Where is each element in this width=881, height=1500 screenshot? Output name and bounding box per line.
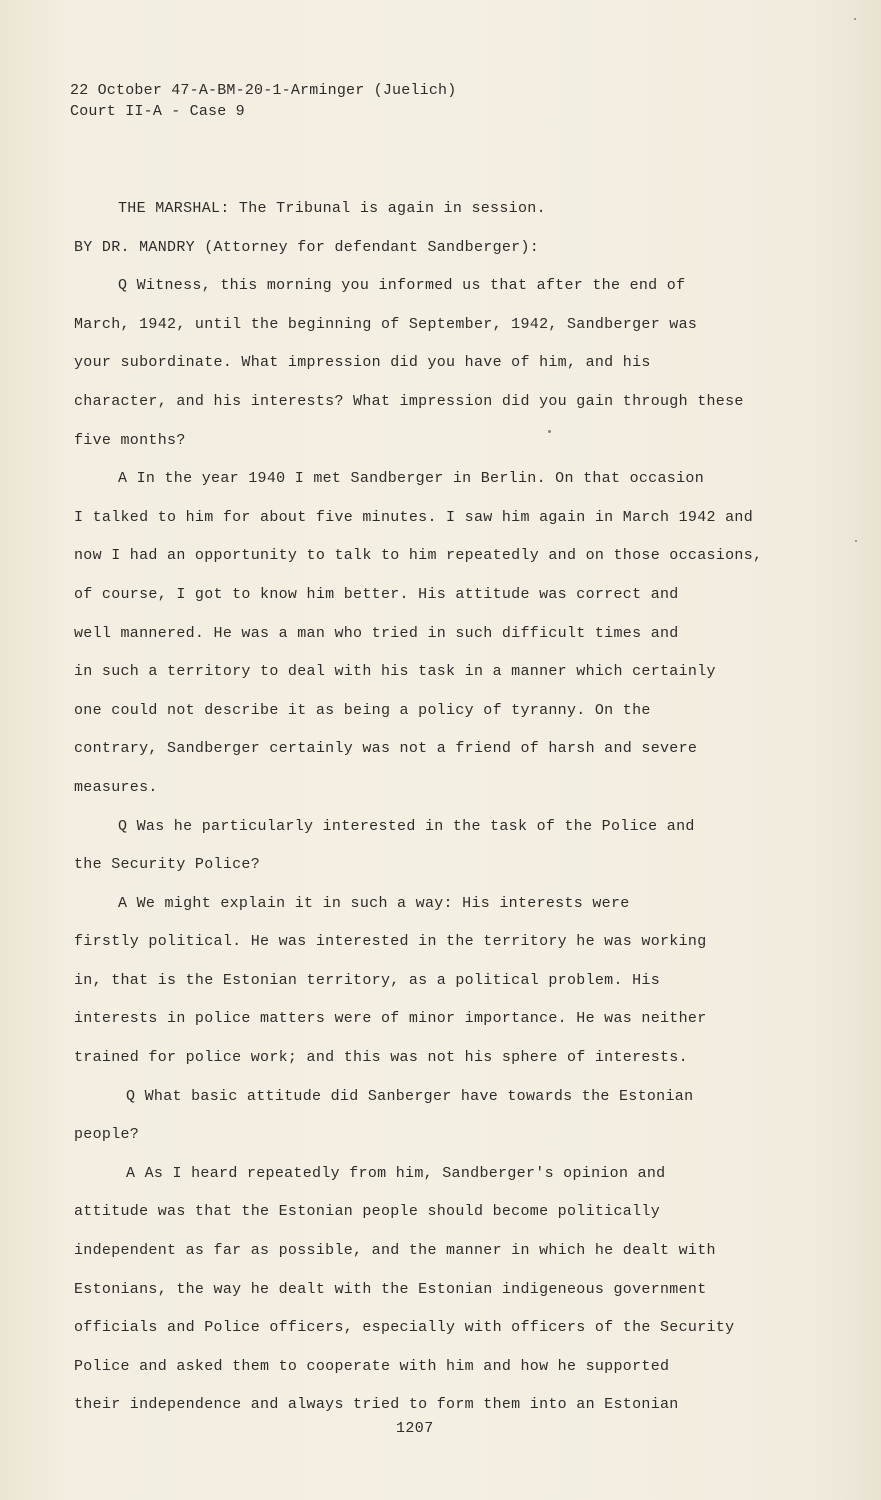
transcript-line: contrary, Sandberger certainly was not a friend of harsh and severe bbox=[74, 740, 698, 758]
transcript-line: I talked to him for about five minutes. I saw him again in March 1942 and bbox=[74, 508, 754, 526]
transcript-line: in such a territory to deal with his task in a manner which certainly bbox=[74, 663, 716, 681]
transcript-line: A In the year 1940 I met Sandberger in Berlin. On that occasion bbox=[118, 470, 704, 488]
page-number: 1207 bbox=[396, 1420, 434, 1437]
transcript-line: your subordinate. What impression did you have of him, and his bbox=[74, 354, 651, 372]
paper-speck bbox=[854, 18, 856, 20]
transcript-line: Q Witness, this morning you informed us that after the end of bbox=[118, 277, 686, 295]
document-header bbox=[70, 80, 456, 122]
transcript-line: March, 1942, until the beginning of September, 1942, Sandberger was bbox=[74, 315, 698, 333]
transcript-line: THE MARSHAL: The Tribunal is again in session. bbox=[118, 200, 546, 217]
transcript-line: people? bbox=[74, 1126, 140, 1144]
header-line-court-case: Court II-A - Case 9 bbox=[70, 103, 245, 120]
transcript-line: character, and his interests? What impression did you gain through these bbox=[74, 392, 744, 410]
header-line-date-reference: 22 October 47-A-BM-20-1-Arminger (Juelich) bbox=[70, 82, 457, 99]
transcript-line: officials and Police officers, especially with officers of the Security bbox=[74, 1319, 735, 1337]
transcript-line: their independence and always tried to form them into an Estonian bbox=[74, 1396, 679, 1414]
transcript-line: one could not describe it as being a policy of tyranny. On the bbox=[74, 701, 651, 719]
transcript-body bbox=[74, 190, 814, 1425]
transcript-line: Estonians, the way he dealt with the Estonian indigeneous government bbox=[74, 1280, 707, 1298]
transcript-line: in, that is the Estonian territory, as a political problem. His bbox=[74, 971, 660, 989]
transcript-line: independent as far as possible, and the manner in which he dealt with bbox=[74, 1242, 716, 1260]
transcript-line: A As I heard repeatedly from him, Sandberger's opinion and bbox=[126, 1164, 666, 1182]
transcript-line: of course, I got to know him better. His attitude was correct and bbox=[74, 585, 679, 603]
transcript-line: firstly political. He was interested in the territory he was working bbox=[74, 933, 707, 951]
transcript-line: attitude was that the Estonian people should become politically bbox=[74, 1203, 660, 1221]
paper-speck bbox=[855, 540, 857, 542]
transcript-line: the Security Police? bbox=[74, 856, 261, 874]
transcript-line: five months? bbox=[74, 431, 186, 449]
transcript-line: now I had an opportunity to talk to him repeatedly and on those occasions, bbox=[74, 547, 763, 565]
transcript-line: A We might explain it in such a way: His interests were bbox=[118, 894, 630, 912]
transcript-line: interests in police matters were of minor importance. He was neither bbox=[74, 1010, 707, 1028]
transcript-line: Q Was he particularly interested in the task of the Police and bbox=[118, 817, 695, 835]
transcript-line: trained for police work; and this was not his sphere of interests. bbox=[74, 1049, 688, 1067]
transcript-line: well mannered. He was a man who tried in such difficult times and bbox=[74, 624, 679, 642]
paper-speck bbox=[548, 430, 551, 433]
transcript-line: Police and asked them to cooperate with him and how he supported bbox=[74, 1357, 670, 1375]
transcript-line: Q What basic attitude did Sanberger have towards the Estonian bbox=[126, 1087, 694, 1105]
transcript-line: measures. bbox=[74, 778, 158, 796]
transcript-line: BY DR. MANDRY (Attorney for defendant Sandberger): bbox=[74, 238, 540, 256]
